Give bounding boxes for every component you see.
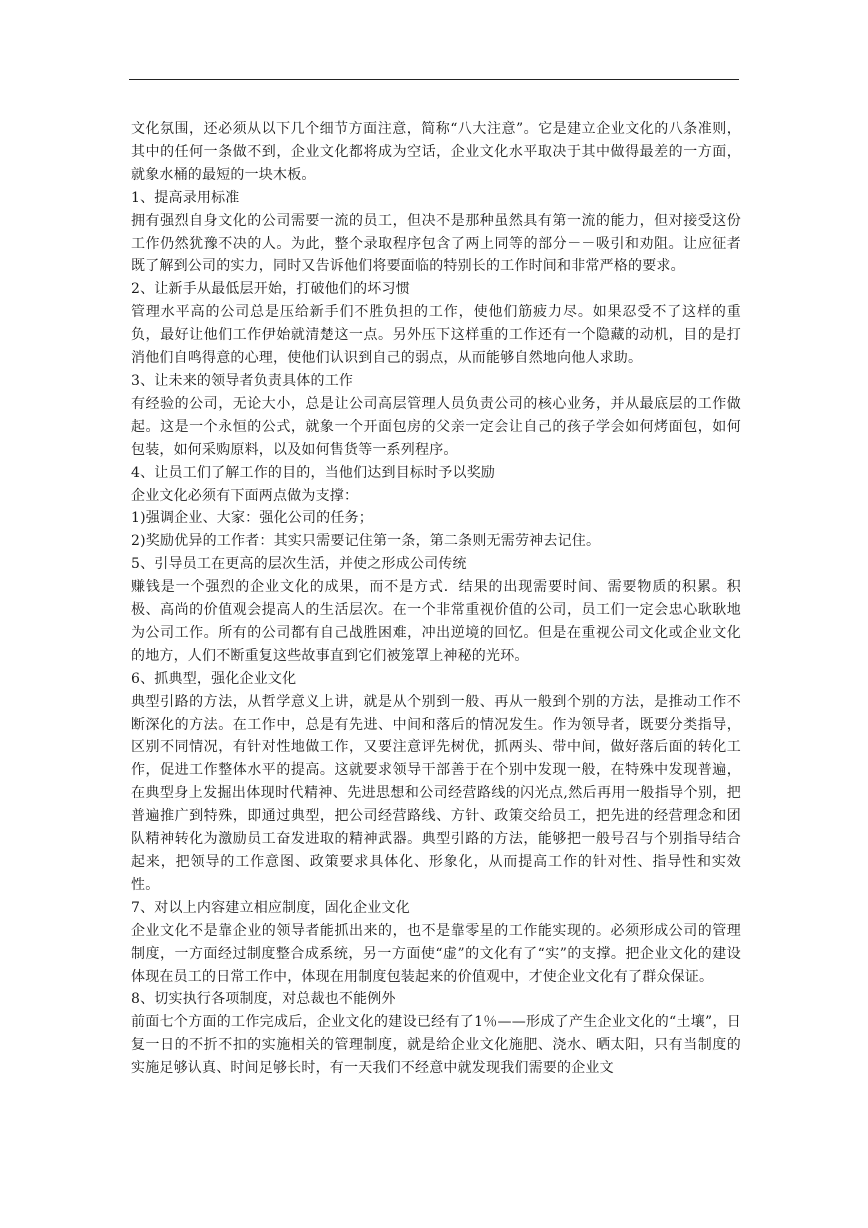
- section-heading: 2、让新手从最低层开始，打破他们的坏习惯: [131, 281, 410, 298]
- paragraph: 企业文化必须有下面两点做为支撑：: [131, 487, 359, 504]
- document-body: [131, 118, 741, 1080]
- header-rule: [129, 79, 739, 80]
- paragraph: 管理水平高的公司总是压给新手们不胜负担的工作，使他们筋疲力尽。如果忍受不了这样的重负，最好让他们工作伊始就清楚这一点。另外压下这样重的工作还有一个隐藏的动机，目的是打消他们自鸣得意的心理，使他们认识到自己的弱点，从而能够自然地向他人求助。: [131, 304, 741, 367]
- section-heading: 7、对以上内容建立相应制度，固化企业文化: [131, 899, 410, 916]
- section-heading: 1、提高录用标准: [131, 189, 240, 206]
- paragraph: 前面七个方面的工作完成后，企业文化的建设已经有了1％——形成了产生企业文化的“土壤”，日复一日的不折不扣的实施相关的管理制度，就是给企业文化施肥、浇水、晒太阳，只有当制度的实施足够认真、时间足够长时，有一天我们不经意中就发现我们需要的企业文: [131, 1014, 741, 1077]
- paragraph: 典型引路的方法，从哲学意义上讲，就是从个别到一般、再从一般到个别的方法，是推动工作不断深化的方法。在工作中，总是有先进、中间和落后的情况发生。作为领导者，既要分类指导，区别不同情况，有针对性地做工作，又要注意评先树优，抓两头、带中间，做好落后面的转化工作，促进工作整体水平的提高。这就要求领导干部善于在个别中发现一般，在特殊中发现普遍，在典型身上发掘出体现时代精神、先进思想和公司经营路线的闪光点,然后再用一般指导个别，把普遍推广到特殊，即通过典型，把公司经营路线、方针、政策交给员工，把先进的经营理念和团队精神转化为激励员工奋发进取的精神武器。典型引路的方法，能够把一般号召与个别指导结合起来，把领导的工作意图、政策要求具体化、形象化，从而提高工作的针对性、指导性和实效性。: [131, 693, 741, 893]
- section-heading: 3、让未来的领导者负责具体的工作: [131, 372, 354, 389]
- list-item: 2)奖励优异的工作者：其实只需要记住第一条，第二条则无需劳神去记住。: [131, 533, 601, 550]
- paragraph: 有经验的公司，无论大小，总是让公司高层管理人员负责公司的核心业务，并从最底层的工作做起。这是一个永恒的公式，就象一个开面包房的父亲一定会让自己的孩子学会如何烤面包，如何包装，如何采购原料，以及如何售货等一系列程序。: [131, 395, 741, 458]
- list-item: 1)强调企业、大家：强化公司的任务；: [131, 510, 373, 527]
- paragraph: 企业文化不是靠企业的领导者能抓出来的，也不是靠零星的工作能实现的。必须形成公司的管理制度，一方面经过制度整合成系统，另一方面使“虚”的文化有了“实”的支撑。把企业文化的建设体现在员工的日常工作中，体现在用制度包装起来的价值观中，才使企业文化有了群众保证。: [131, 922, 741, 985]
- section-heading: 4、让员工们了解工作的目的，当他们达到目标时予以奖励: [131, 464, 496, 481]
- paragraph: 赚钱是一个强烈的企业文化的成果，而不是方式．结果的出现需要时间、需要物质的积累。积极、高尚的价值观会提高人的生活层次。在一个非常重视价值的公司，员工们一定会忠心耿耿地为公司工作。所有的公司都有自己战胜困难，冲出逆境的回忆。但是在重视公司文化或企业文化的地方，人们不断重复这些故事直到它们被笼罩上神秘的光环。: [131, 579, 741, 664]
- section-heading: 8、切实执行各项制度，对总裁也不能例外: [131, 991, 396, 1008]
- section-heading: 6、抓典型，强化企业文化: [131, 670, 297, 687]
- paragraph: 拥有强烈自身文化的公司需要一流的员工，但决不是那种虽然具有第一流的能力，但对接受这份工作仍然犹豫不决的人。为此，整个录取程序包含了两上同等的部分－－吸引和劝阻。让应征者既了解到公司的实力，同时又告诉他们将要面临的特别长的工作时间和非常严格的要求。: [131, 212, 741, 275]
- paragraph: 文化氛围，还必须从以下几个细节方面注意，简称“八大注意”。它是建立企业文化的八条准则，其中的任何一条做不到，企业文化都将成为空话，企业文化水平取决于其中做得最差的一方面，就象水桶的最短的一块木板。: [131, 121, 741, 183]
- section-heading: 5、引导员工在更高的层次生活，并使之形成公司传统: [131, 556, 467, 573]
